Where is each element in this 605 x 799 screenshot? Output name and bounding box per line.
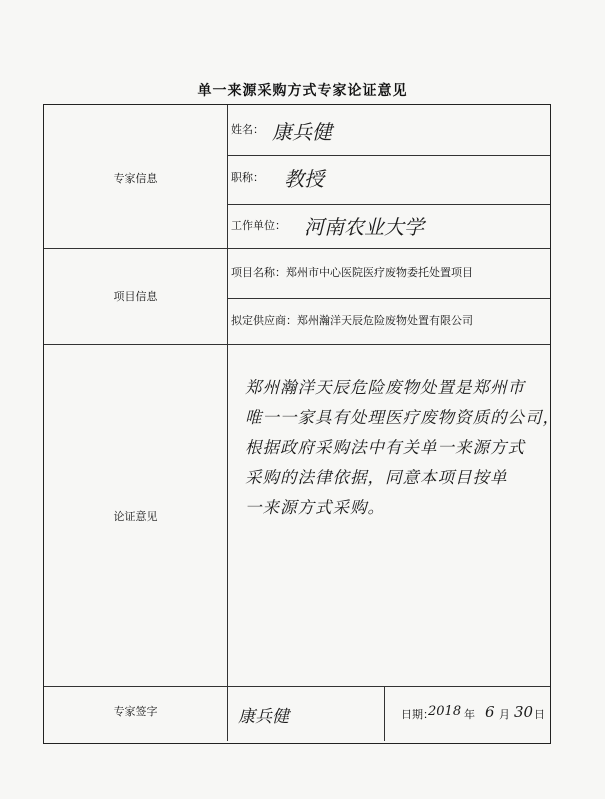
title-label: 职称： bbox=[231, 171, 264, 184]
row-divider bbox=[44, 344, 550, 345]
row-divider bbox=[227, 204, 550, 205]
signature-value: 康兵健 bbox=[238, 707, 289, 727]
opinion-line: 根据政府采购法中有关单一来源方式 bbox=[245, 438, 525, 457]
date-label: 日期： bbox=[401, 708, 434, 721]
opinion-text bbox=[245, 373, 560, 523]
row-divider bbox=[44, 686, 550, 687]
opinion-label: 论证意见 bbox=[113, 510, 158, 523]
opinion-line: 采购的法律依据，同意本项目按单 bbox=[245, 468, 508, 487]
date-month: 6 bbox=[485, 703, 495, 721]
row-divider bbox=[44, 248, 550, 249]
project-name: 项目名称：郑州市中心医院医疗废物委托处置项目 bbox=[231, 266, 473, 279]
date-year-suffix: 年 bbox=[464, 708, 475, 721]
opinion-line: 一来源方式采购。 bbox=[245, 498, 385, 517]
opinion-line: 郑州瀚洋天辰危险废物处置是郑州市 bbox=[245, 378, 525, 397]
row-divider bbox=[227, 298, 550, 299]
column-divider bbox=[227, 105, 228, 741]
signature-label: 专家签字 bbox=[113, 705, 158, 718]
expert-info-label: 专家信息 bbox=[113, 172, 158, 185]
opinion-line: 唯一一家具有处理医疗废物资质的公司， bbox=[245, 408, 560, 427]
unit-label: 工作单位： bbox=[231, 219, 286, 232]
date-month-suffix: 月 bbox=[499, 708, 510, 721]
date-divider bbox=[384, 686, 385, 741]
date-day-suffix: 日 bbox=[534, 708, 545, 721]
row-divider bbox=[227, 155, 550, 156]
name-label: 姓名： bbox=[231, 123, 264, 136]
supplier: 拟定供应商：郑州瀚洋天辰危险废物处置有限公司 bbox=[231, 314, 473, 327]
name-value: 康兵健 bbox=[272, 120, 332, 144]
project-info-label: 项目信息 bbox=[113, 290, 158, 303]
document-title: 单一来源采购方式专家论证意见 bbox=[197, 83, 408, 99]
date-day: 30 bbox=[514, 703, 534, 721]
form-table bbox=[43, 104, 560, 744]
unit-value: 河南农业大学 bbox=[304, 215, 424, 239]
date-year: 2018 bbox=[428, 704, 462, 719]
title-value: 教授 bbox=[284, 167, 324, 191]
